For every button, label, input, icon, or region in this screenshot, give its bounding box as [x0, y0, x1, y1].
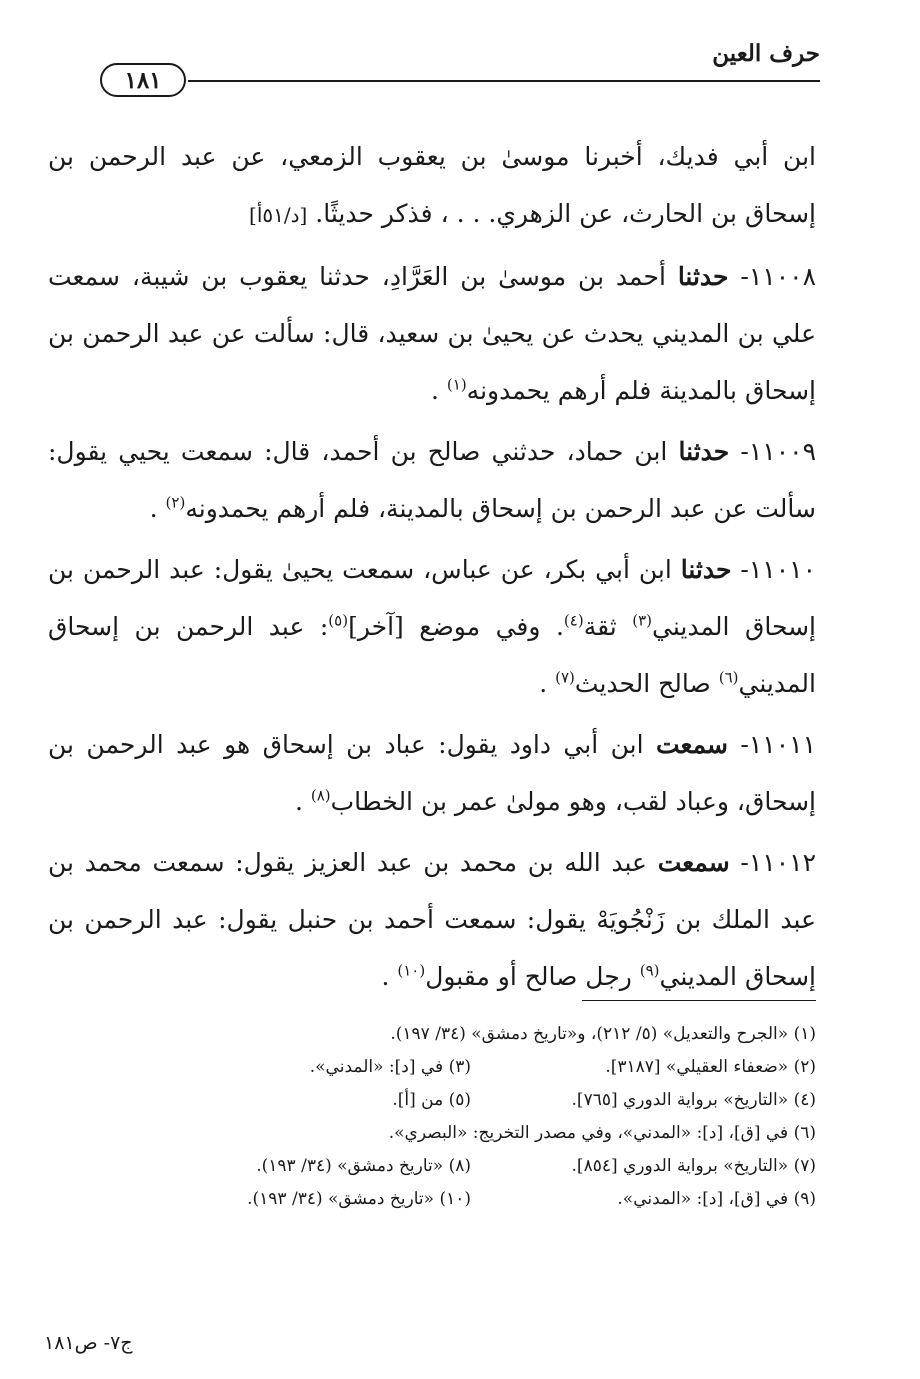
entry-keyword: سمعت	[657, 848, 730, 877]
entry-text: ابن أبي بكر، عن عباس، سمعت يحيىٰ يقول: عبد الرحمن بن إسحاق المديني	[48, 555, 816, 641]
footnote: (٣) في [د]: «المدني».	[309, 1057, 471, 1077]
entry-text: عبد الله بن محمد بن عبد العزيز يقول: سمعت محمد بن عبد الملك بن زَنْجُويَهْ يقول: سمعت أحمد بن حنبل يقول: عبد الرحمن بن إسحاق المديني	[48, 848, 816, 991]
footnote: (٩) في [ق]، [د]: «المدني».	[617, 1189, 816, 1209]
volume-page-note: ج٧- ص١٨١	[44, 1332, 133, 1354]
footnote: (٦) في [ق]، [د]: «المدني»، وفي مصدر التخريج: «البصري».	[388, 1123, 816, 1143]
entry-end: .	[430, 376, 439, 405]
footnote-marker: (١٠)	[397, 961, 426, 980]
footnote: (٨) «تاريخ دمشق» (٣٤/ ١٩٣).	[256, 1156, 471, 1176]
entry-number: ١١٠١٠-	[740, 555, 817, 584]
hadith-entry	[48, 423, 816, 537]
footnote-marker: (٩)	[639, 961, 660, 980]
entry-number: ١١٠١٢-	[740, 848, 817, 877]
footnote-marker: (٦)	[718, 668, 739, 687]
manuscript-reference: [د/٥١أ]	[249, 203, 308, 227]
entry-end: .	[381, 962, 390, 991]
entry-keyword: حدثنا	[680, 555, 732, 584]
entry-number: ١١٠١١-	[740, 730, 817, 759]
entry-number: ١١٠٠٨-	[740, 262, 816, 291]
footnote: (٢) «ضعفاء العقيلي» [٣١٨٧].	[605, 1057, 816, 1077]
entry-number: ١١٠٠٩-	[740, 437, 817, 466]
footnote-row	[100, 1051, 816, 1084]
hadith-entry	[48, 716, 816, 830]
entry-end: .	[539, 669, 548, 698]
entry-text: أحمد بن موسىٰ بن العَرَّادِ، حدثنا يعقوب بن شيبة، سمعت علي بن المديني يحدث عن يحيىٰ بن سعيد، قال: سألت عن عبد الرحمن بن إسحاق بالمدينة فلم أرهم يحمدونه	[48, 262, 816, 405]
entry-keyword: حدثنا	[677, 262, 729, 291]
footnote-marker: (٢)	[165, 493, 186, 512]
footnote: (٥) من [أ].	[392, 1090, 471, 1110]
hadith-entry	[48, 248, 816, 419]
entry-keyword: سمعت	[655, 730, 728, 759]
footnote: (٤) «التاريخ» برواية الدوري [٧٦٥].	[571, 1090, 816, 1110]
footnote-marker: (٧)	[555, 668, 575, 687]
hadith-entry	[48, 834, 816, 1005]
footnote-row	[100, 1018, 816, 1051]
chapter-title: حرف العين	[712, 40, 820, 67]
entry-text: ثقة	[583, 612, 617, 641]
footnote: (١) «الجرح والتعديل» (٥/ ٢١٢)، و«تاريخ دمشق» (٣٤/ ١٩٧).	[390, 1024, 816, 1044]
footnote: (١٠) «تاريخ دمشق» (٣٤/ ١٩٣).	[247, 1189, 471, 1209]
footnote-row	[100, 1084, 816, 1117]
entry-keyword: حدثنا	[678, 437, 730, 466]
paragraph-text: ابن أبي فديك، أخبرنا موسىٰ بن يعقوب الزمعي، عن عبد الرحمن بن إسحاق بن الحارث، عن الزهري. . . ، فذكر حديثًا.	[48, 142, 816, 228]
footnote-marker: (٣)	[632, 611, 652, 630]
entry-end: .	[149, 494, 158, 523]
main-text	[48, 128, 816, 1005]
paragraph-continuation	[48, 128, 816, 244]
entry-text: ابن أبي داود يقول: عباد بن إسحاق هو عبد الرحمن بن إسحاق، وعباد لقب، وهو مولىٰ عمر بن الخطاب	[48, 730, 816, 816]
footnote-marker: (٨)	[310, 786, 331, 805]
page-number: ١٨١	[124, 66, 162, 94]
footnote-row	[100, 1150, 816, 1183]
entry-text: رجل صالح أو مقبول	[425, 962, 632, 991]
footnote-row	[100, 1183, 816, 1216]
footnote: (٧) «التاريخ» برواية الدوري [٨٥٤].	[571, 1156, 816, 1176]
entry-text: صالح الحديث	[574, 669, 711, 698]
entry-end: .	[294, 787, 303, 816]
hadith-entry	[48, 541, 816, 712]
footnote-marker: (٤)	[563, 611, 584, 630]
header-rule	[188, 80, 820, 82]
footnote-marker: (١)	[446, 375, 467, 394]
footnotes	[100, 1018, 816, 1216]
footnote-separator	[582, 1000, 816, 1001]
page-number-badge	[100, 63, 186, 97]
entry-text: . وفي موضع [آخر]	[348, 612, 564, 641]
entry-text: ابن حماد، حدثني صالح بن أحمد، قال: سمعت يحيي يقول: سألت عن عبد الرحمن بن إسحاق بالمدينة، فلم أرهم يحمدونه	[48, 437, 816, 523]
footnote-row	[100, 1117, 816, 1150]
footnote-marker: (٥)	[328, 611, 349, 630]
entry-text: : عبد الرحمن بن إسحاق المديني	[48, 612, 816, 698]
